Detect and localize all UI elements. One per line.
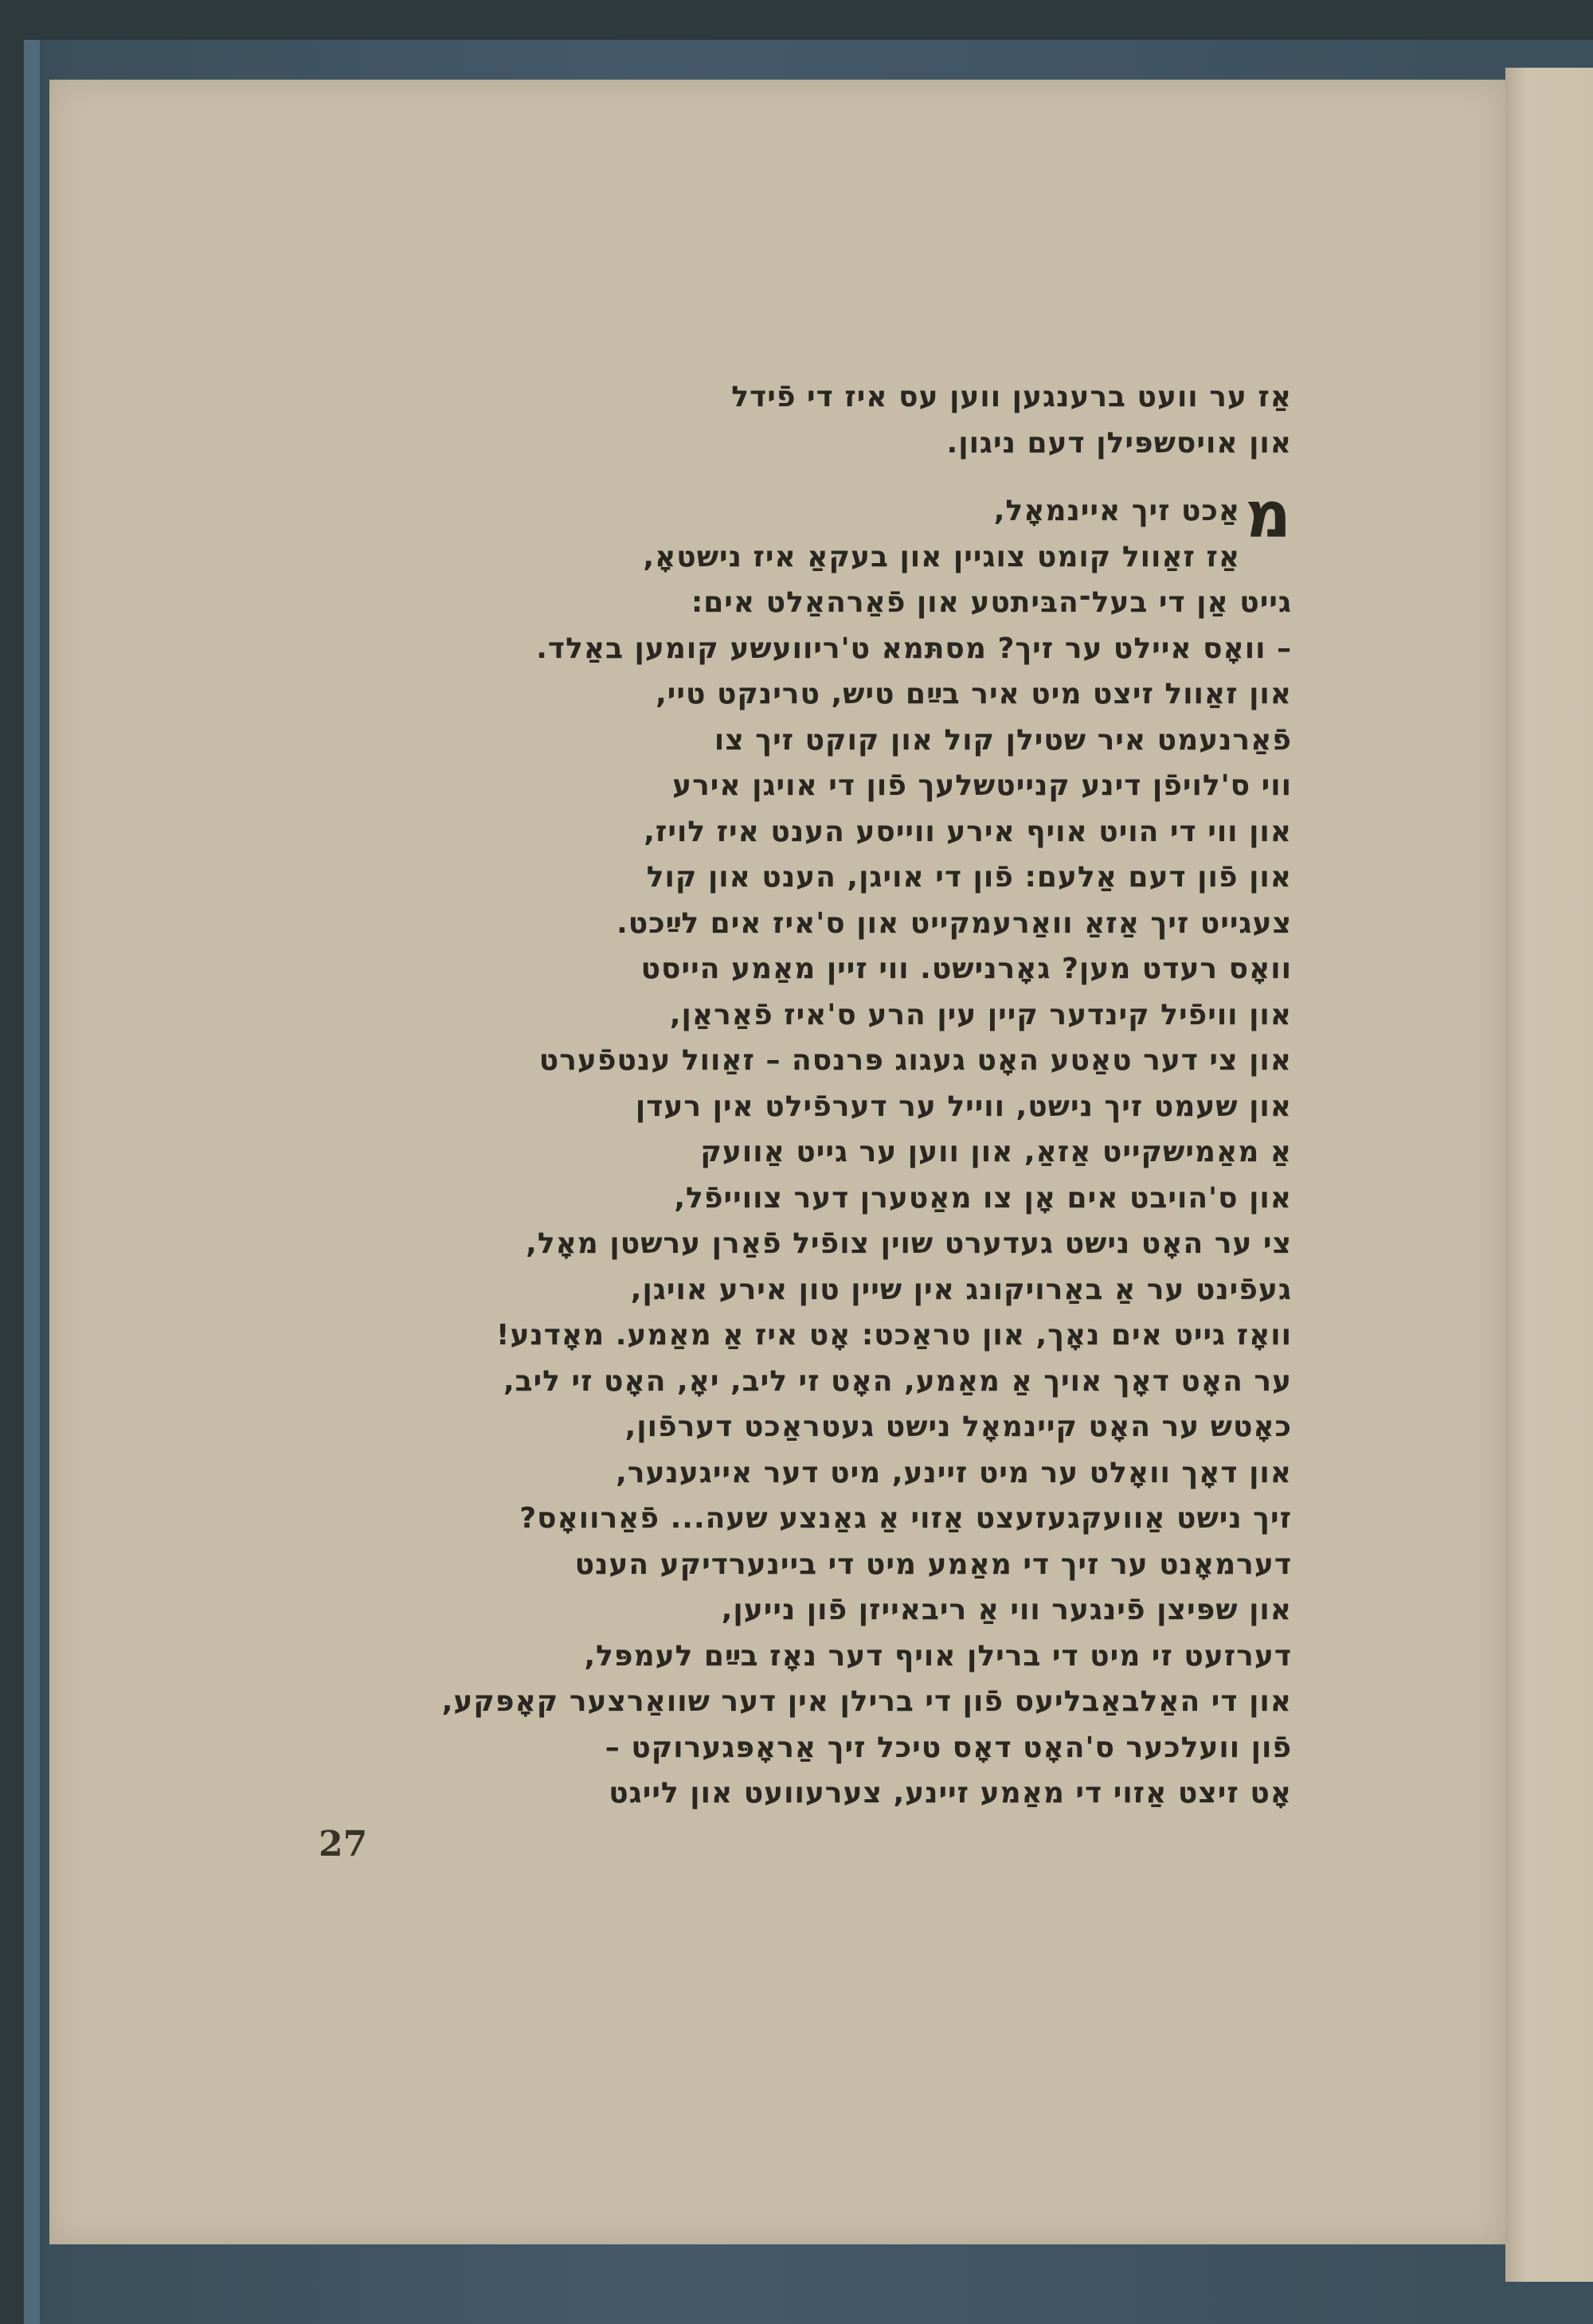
text-line: אַז זאַוול קומט צוגיין און בעקאַ איז נישטאָ, [643,540,1241,573]
text-line: און שעמט זיך נישט, ווייל ער דערפֿילט אין רעדן [635,1090,1292,1123]
text-line: אַ מאַמישקייט אַזאַ, און ווען ער גייט אַוועק [700,1136,1292,1168]
text-line: און דאָך וואָלט ער מיט זיינע, מיט דער אייגענער, [616,1456,1292,1489]
page-text [441,374,1292,1817]
text-line: גייט אַן די בעל־הבּיתטע און פֿאַרהאַלט אים: [691,586,1292,619]
text-line: צי ער האָט נישט געדערט שוין צופֿיל פֿאַרן ערשטן מאָל, [526,1227,1292,1260]
page-number: 27 [319,1824,368,1864]
text-line: וואָס רעדט מען? גאָרנישט. ווי זיין מאַמע הייסט [640,953,1292,985]
text-line: און פֿון דעם אַלעם: פֿון די אויגן, הענט און קול [646,861,1292,894]
text-line: אַכט זיך איינמאָל, [993,495,1241,527]
drop-cap: מ [1245,478,1292,552]
text-line: צעגייט זיך אַזאַ וואַרעמקייט און ס'איז אים לײַכט. [616,906,1292,940]
text-line-first [446,478,1292,552]
text-line: און שפּיצן פֿינגער ווי אַ ריבאייזן פֿון נייען, [721,1594,1292,1626]
text-line: וואָז גייט אים נאָך, און טראַכט: אָט איז אַ מאַמע. מאָדנע! [496,1319,1292,1352]
text-line: און ווי די הויט אויף אירע ווייסע הענט איז לויז, [644,815,1292,848]
text-line: און צי דער טאַטע האָט געגוג פּרנסה – זאַוול ענטפֿערט [538,1044,1292,1077]
text-line: ער האָט דאָך אויך אַ מאַמע, האָט זי ליב, יאָ, האָט זי ליב, [503,1364,1292,1398]
text-line: און אויסשפּילן דעם ניגון. [946,426,1292,460]
text-line: דערמאָנט ער זיך די מאַמע מיט די ביינערדיקע הענט [574,1547,1292,1581]
text-line: און ס'הויבט אים אָן צו מאַטערן דער צווייפֿל, [674,1181,1292,1215]
text-line: און די האַלבאַבליעס פֿון די ברילן אין דער שוואַרצער קאָפּקע, [441,1685,1292,1718]
text-line: כאָטש ער האָט קיינמאָל נישט געטראַכט דערפֿון, [624,1410,1292,1443]
book-spine-edge [24,40,40,2324]
text-line: ווי ס'לויפֿן דינע קנייטשלעך פֿון די אויגן אירע [672,769,1292,802]
text-line: אַז ער וועט ברענגען ווען עס איז די פֿידל [731,381,1292,413]
text-line: – וואָס איילט ער זיך? מסתּמא ט'ריוועשע קומען באַלד. [536,632,1292,665]
text-line: אָט זיצט אַזוי די מאַמע זיינע, צערעוועט און לייגט [609,1777,1292,1810]
text-line: געפֿינט ער אַ באַרויקונג אין שיין טון אירע אויגן, [630,1273,1292,1306]
text-line: און וויפֿיל קינדער קיין עין הרע ס'איז פֿאַראַן, [669,998,1292,1031]
text-line: דערזעט זי מיט די ברילן אויף דער נאָז בײַם לעמפּל, [584,1639,1292,1673]
text-line: פֿאַרנעמט איר שטילן קול און קוקט זיך צו [714,723,1292,757]
text-line: זיך נישט אַוועקגעזעצט אַזוי אַ גאַנצע שעה... פֿאַרוואָס? [519,1502,1292,1535]
facing-page-edge [1505,68,1593,2282]
stanza-gap [446,466,1292,488]
text-line: פֿון וועלכער ס'האָט דאָס טיכל זיך אַראָפּגערוקט – [605,1731,1292,1764]
text-line: און זאַוול זיצט מיט איר בײַם טיש, טרינקט טיי, [656,678,1292,710]
